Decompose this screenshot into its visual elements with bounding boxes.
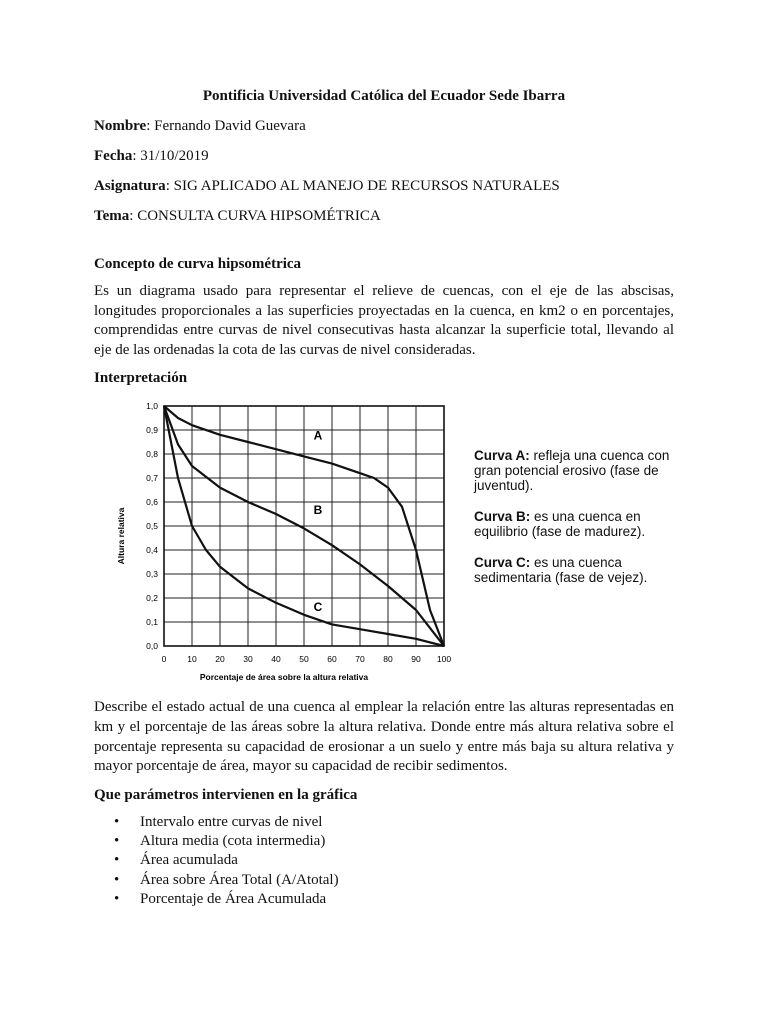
y-tick-label: 0,8 [146,449,158,460]
y-tick-label: 1,0 [146,401,158,412]
x-tick-label: 70 [355,654,365,665]
x-tick-label: 20 [215,654,225,665]
x-tick-label: 80 [383,654,393,665]
date-line [94,146,674,166]
subject-value: : SIG APLICADO AL MANEJO DE RECURSOS NATURALES [165,178,560,194]
y-tick-label: 0,7 [146,473,158,484]
x-tick-label: 60 [327,654,337,665]
list-item: • Altura media (cota intermedia) [94,832,674,851]
description-paragraph: Describe el estado actual de una cuenca al emplear la relación entre las alturas representadas en km y el porcentaje de las áreas sobre la altura relativa. Donde entre más altura relativa sobre el porcentaje representa su capacidad de erosionar a un suelo y entre más baja su altura relativa y mayor porcentaje de área, mayor su capacidad de recibir sedimentos. [94,699,674,775]
x-tick-label: 10 [187,654,197,665]
y-axis-label: Altura relativa [116,508,126,565]
x-tick-label: 0 [161,654,167,665]
y-tick-label: 0,4 [146,545,158,556]
topic-value: : CONSULTA CURVA HIPSOMÉTRICA [129,208,381,224]
curve-description-label: Curva B: [474,509,535,525]
concept-paragraph: Es un diagrama usado para representar el relieve de cuencas, con el eje de las abscisas, longitudes proporcionales a las superficies proyectadas en la cuenca, en km2 o en porcentajes, comprendidas entre curvas de nivel consecutivas hasta alcanzar la superficie total, llevando al eje de las ordenadas la cota de las curvas de nivel consideradas. [94,283,674,358]
x-tick-label: 30 [243,654,253,665]
curve-descriptions [474,448,674,601]
y-tick-label: 0,3 [146,569,158,580]
curve-description [474,555,674,585]
spacer [94,236,674,254]
name-label: Nombre [94,118,147,134]
hypsometric-chart [94,396,454,688]
curve-description-text: es una cuenca sedimentaria (fase de vejez). [474,555,648,586]
x-tick-label: 100 [436,654,452,665]
parameters-list [94,813,674,909]
parameters-heading: Que parámetros intervienen en la gráfica [94,786,358,803]
x-axis-label: Porcentaje de área sobre la altura relativa [199,672,369,683]
curve-label-c: C [313,600,323,615]
concept-heading: Concepto de curva hipsométrica [94,256,302,272]
curve-description-label: Curva A: [474,448,534,464]
curve-label-a: A [313,428,323,443]
hypsometric-figure [94,396,674,688]
curve-description [474,448,674,493]
curve-label-b: B [313,503,323,518]
date-value: : 31/10/2019 [132,148,209,164]
y-tick-label: 0,1 [146,617,158,628]
y-tick-label: 0,2 [146,593,158,604]
list-item: • Área sobre Área Total (A/Atotal) [94,871,674,890]
name-value: : Fernando David Guevara [146,118,306,134]
y-tick-label: 0,0 [146,641,158,652]
document-page [94,86,674,909]
interpretation-heading: Interpretación [94,370,188,387]
curve-description-text: refleja una cuenca con gran potencial erosivo (fase de juventud). [474,448,670,494]
curve-description-text: es una cuenca en equilibrio (fase de madurez). [474,509,646,540]
y-tick-label: 0,6 [146,497,158,508]
curve-description [474,509,674,539]
list-item: • Porcentaje de Área Acumulada [94,890,674,909]
date-label: Fecha [94,148,133,164]
subject-line [94,176,674,196]
y-tick-label: 0,9 [146,425,158,436]
subject-label: Asignatura [94,178,166,194]
list-item: • Intervalo entre curvas de nivel [94,813,674,832]
y-tick-label: 0,5 [146,521,158,532]
topic-label: Tema [94,208,130,224]
name-line [94,116,674,136]
x-tick-label: 40 [271,654,281,665]
curve-description-label: Curva C: [474,555,535,571]
x-tick-label: 90 [411,654,421,665]
list-item: • Área acumulada [94,851,674,870]
institution-title: Pontificia Universidad Católica del Ecuador Sede Ibarra [202,88,566,104]
topic-line [94,206,674,226]
x-tick-label: 50 [299,654,309,665]
